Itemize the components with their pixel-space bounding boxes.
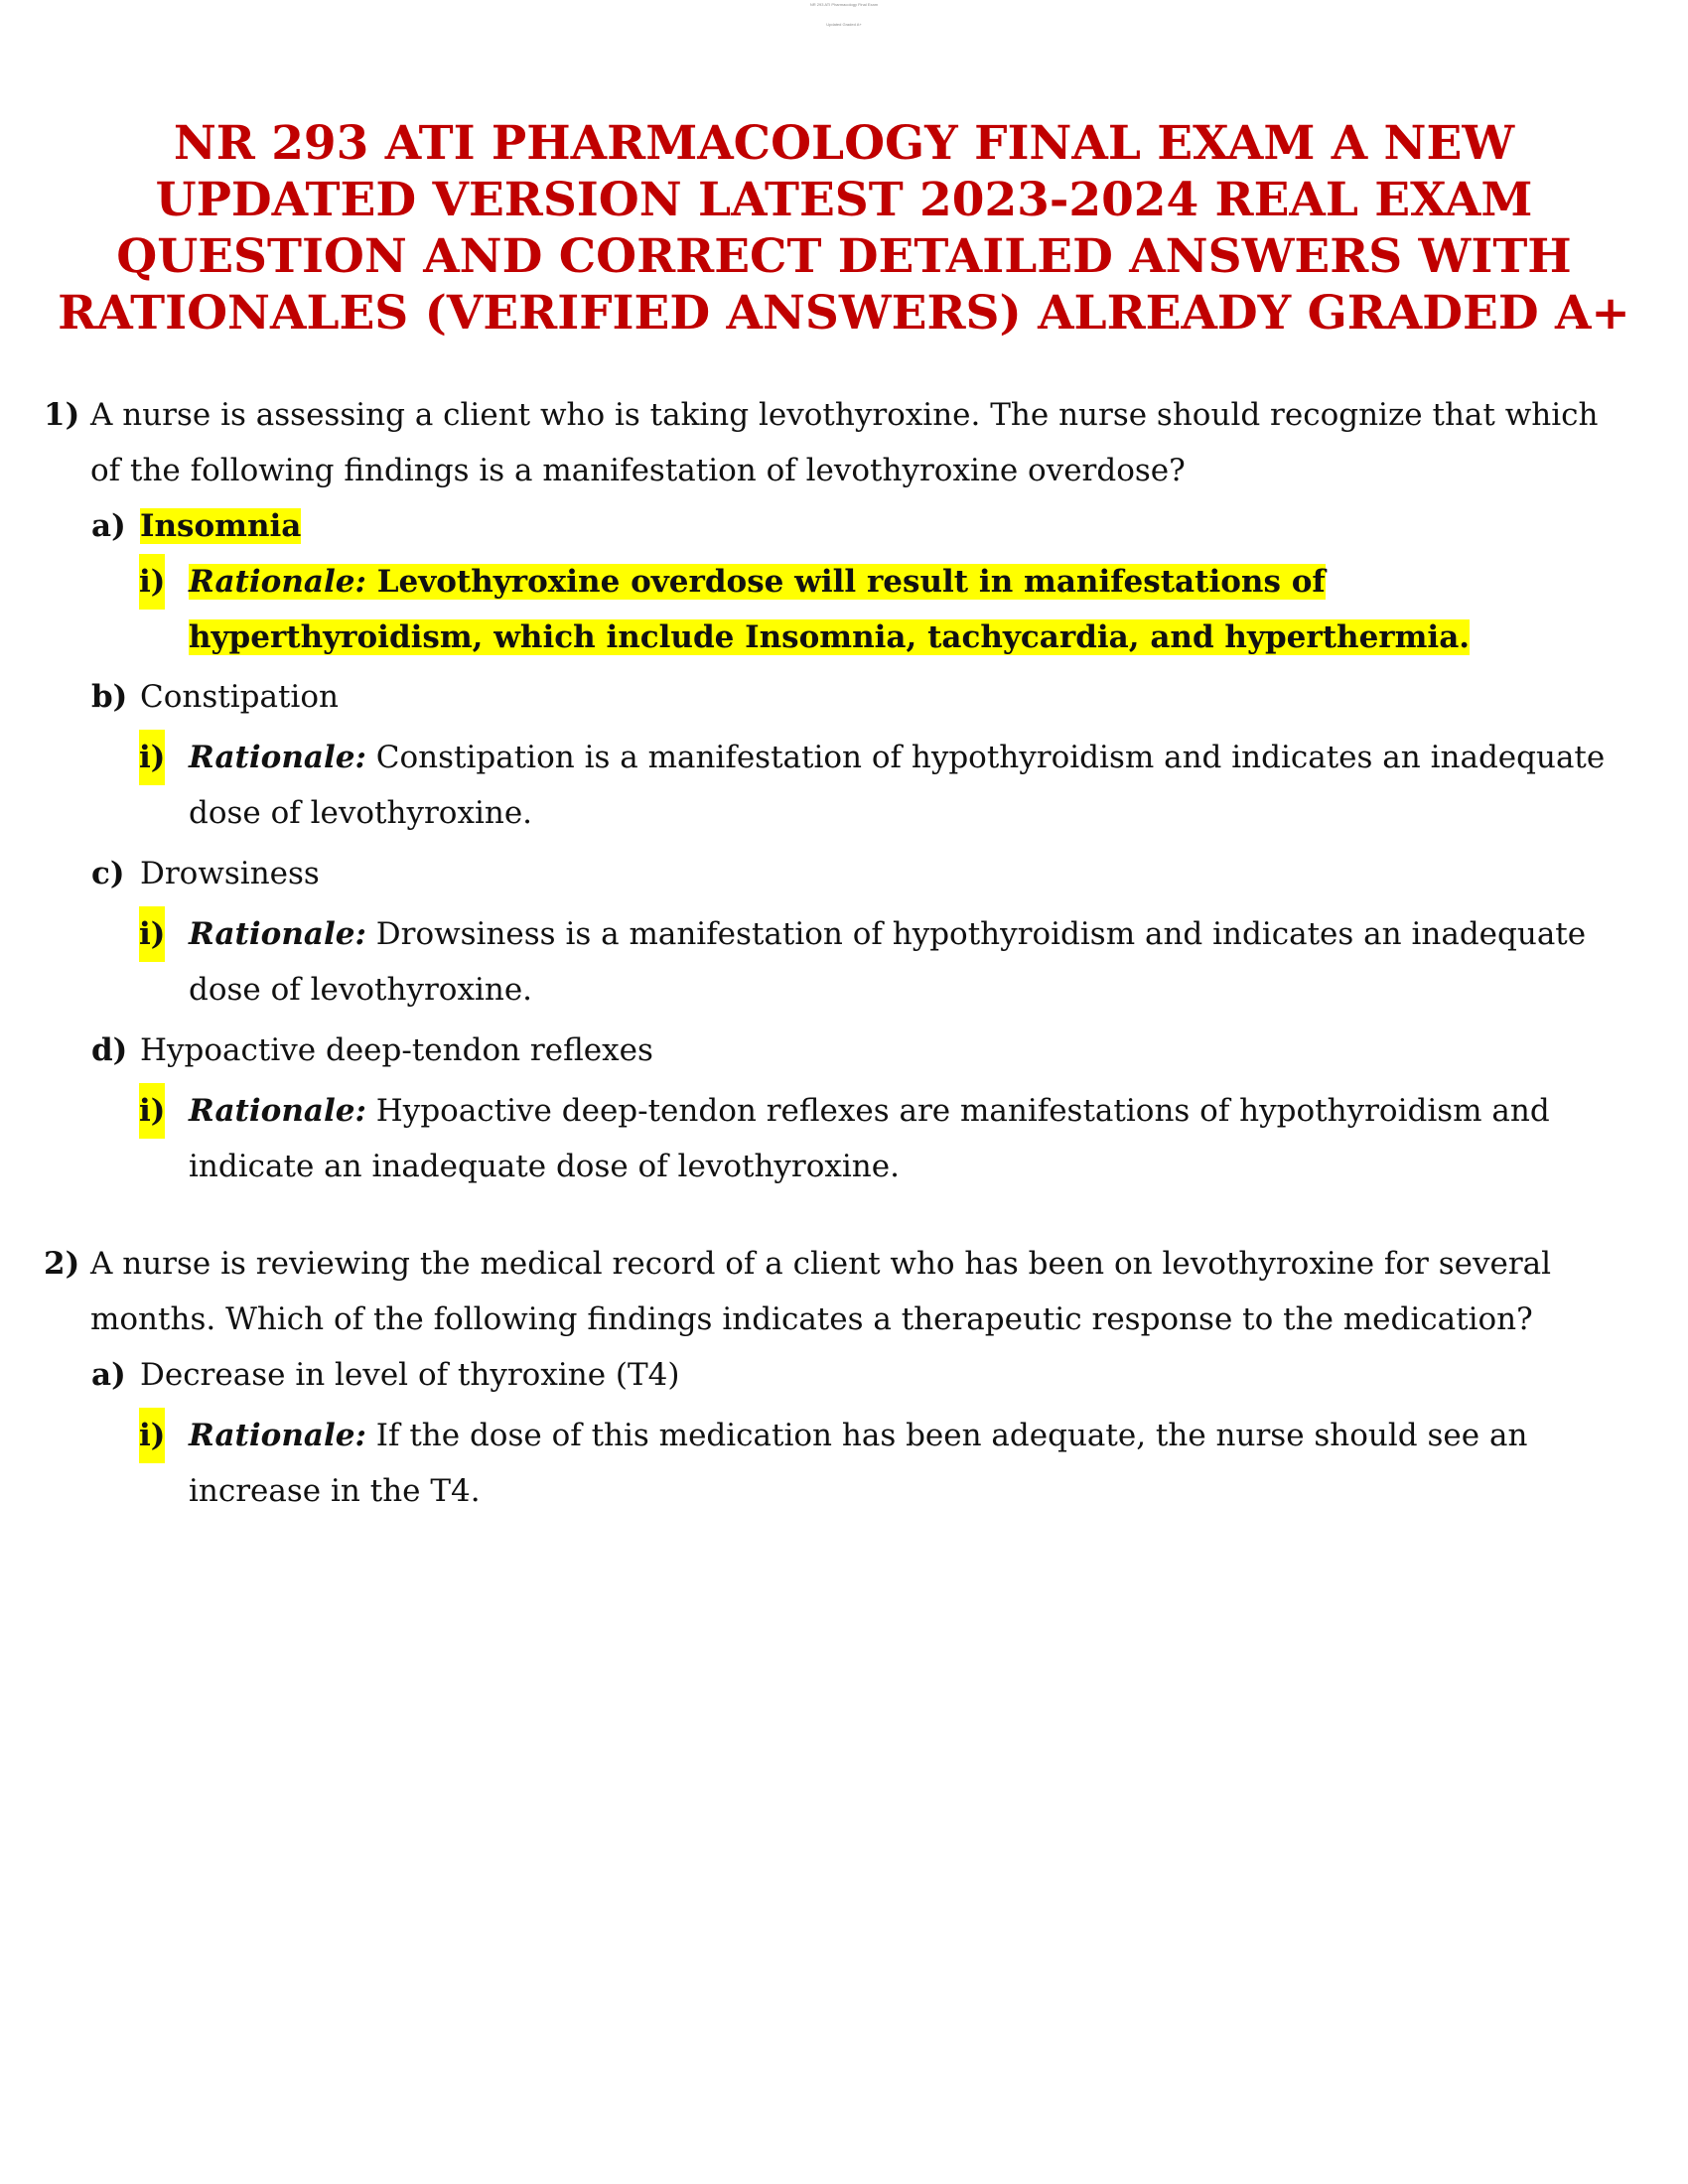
option-text: Hypoactive deep-tendon reflexes [140, 1032, 653, 1068]
rationale-label: i) [139, 1083, 165, 1139]
rationale-word: Rationale: [189, 564, 366, 600]
option-2a [91, 1347, 1620, 1403]
document-title: NR 293 ATI PHARMACOLOGY FINAL EXAM A NEW UPDATED VERSION LATEST 2023-2024 REAL EXAM QUESTION AND CORRECT DETAILED ANSWERS WITH RATIONALES (VERIFIED ANSWERS) ALREADY GRADED A+ [58, 116, 1630, 341]
question-text: A nurse is reviewing the medical record of a client who has been on levothyroxine for several months. Which of the following findings indicates a therapeutic response to the medication? [90, 1246, 1552, 1337]
rationale-text: Constipation is a manifestation of hypothyroidism and indicates an inadequate dose of levothyroxine. [189, 740, 1606, 831]
option-1a [91, 498, 1620, 554]
option-1d [91, 1023, 1620, 1078]
question-1 [44, 387, 1632, 498]
question-2 [44, 1236, 1632, 1347]
option-label: a) [91, 1357, 126, 1393]
rationale-word: Rationale: [189, 1093, 366, 1129]
rationale-word: Rationale: [189, 1418, 366, 1453]
rationale-2a [139, 1408, 1618, 1519]
rationale-text: If the dose of this medication has been adequate, the nurse should see an increase in the T4. [189, 1418, 1528, 1509]
question-text: A nurse is assessing a client who is taking levothyroxine. The nurse should recognize that which of the following findings is a manifestation of levothyroxine overdose? [90, 397, 1599, 488]
rationale-label: i) [139, 906, 165, 962]
rationale-label: i) [139, 1408, 165, 1463]
option-text: Constipation [140, 679, 339, 715]
option-label: c) [91, 856, 125, 891]
option-1b [91, 669, 1620, 725]
correct-answer-text: Insomnia [140, 508, 302, 544]
rationale-1a [139, 554, 1618, 665]
option-text: Drowsiness [140, 856, 320, 891]
rationale-text: Levothyroxine overdose will result in manifestations of hyperthyroidism, which include Insomnia, tachycardia, and hyperthermia. [189, 564, 1471, 655]
option-1c [91, 846, 1620, 901]
rationale-1b [139, 730, 1618, 841]
page-header-line-2: Updated Graded A+ [826, 22, 862, 27]
rationale-label: i) [139, 554, 165, 610]
option-label: b) [91, 679, 128, 715]
rationale-text: Drowsiness is a manifestation of hypothyroidism and indicates an inadequate dose of levothyroxine. [189, 916, 1587, 1008]
rationale-1d [139, 1083, 1618, 1194]
rationale-1c [139, 906, 1618, 1018]
option-label: d) [91, 1032, 128, 1068]
rationale-label: i) [139, 730, 165, 785]
rationale-text: Hypoactive deep-tendon reflexes are manifestations of hypothyroidism and indicate an inadequate dose of levothyroxine. [189, 1093, 1550, 1184]
option-text: Decrease in level of thyroxine (T4) [140, 1357, 680, 1393]
question-number: 1) [44, 397, 80, 433]
rationale-word: Rationale: [189, 740, 366, 775]
question-number: 2) [44, 1246, 80, 1282]
page-header-line-1: NR 293 ATI Pharmacology Final Exam [809, 2, 879, 7]
option-label: a) [91, 508, 126, 544]
rationale-word: Rationale: [189, 916, 366, 952]
